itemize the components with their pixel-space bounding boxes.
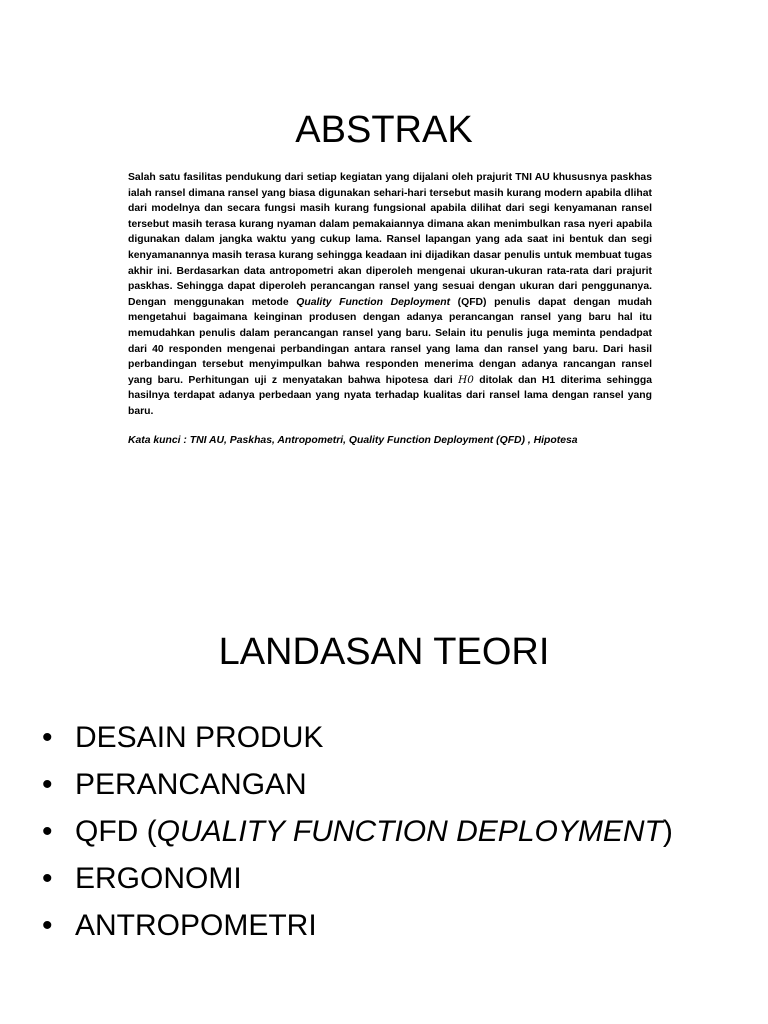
abstract-text-part-1: Salah satu fasilitas pendukung dari setiap kegiatan yang dijalani oleh prajurit TNI AU khususnya paskhas ialah ransel dimana ransel yang biasa digunakan sehari-hari tersebut masih kurang modern apabila dlihat dari modelnya dan secara fungsi masih kurang fungsional apabila dilihat dari segi kenyamanan ransel tersebut masih terasa kurang nyaman dalam pemakaiannya dimana akan menimbulkan rasa nyeri apabila digunakan dalam jangka waktu yang cukup lama. Ransel lapangan yang ada saat ini bentuk dan segi kenyamanannya masih terasa kurang sehingga keadaan ini dijadikan dasar penulis untuk membuat tugas akhir ini. Berdasarkan data antropometri akan diperoleh mengenai ukuran-ukuran rata-rata dari prajurit paskhas. Sehingga dapat diperoleh perancangan ransel yang sesuai dengan ukuran dari penggunanya. Dengan menggunakan metode [128, 172, 652, 308]
list-item-text-prefix: QFD ( [75, 815, 157, 848]
list-item-text-italic: QUALITY FUNCTION DEPLOYMENT [156, 815, 663, 848]
list-item-text: PERANCANGAN [75, 768, 307, 801]
abstract-title: ABSTRAK [295, 109, 473, 151]
topic-list [40, 714, 740, 949]
bullet-icon: • [42, 768, 53, 801]
list-item [40, 761, 740, 808]
abstract-text-part-3: ditolak dan H1 diterima sehingga hasilnya terdapat adanya perbedaan yang nyata terhadap kualitas dari ransel lama dengan ransel yang baru. [128, 374, 652, 417]
theory-title: LANDASAN TEORI [218, 631, 550, 673]
list-item [40, 808, 740, 855]
h0-symbol: H0 [458, 373, 474, 386]
bullet-icon: • [42, 909, 53, 942]
list-item-text: ERGONOMI [75, 862, 242, 895]
list-item [40, 714, 740, 761]
list-item-text-suffix: ) [662, 815, 673, 848]
list-item [40, 855, 740, 902]
abstract-paragraph [128, 170, 652, 420]
keywords-line: Kata kunci : TNI AU, Paskhas, Antropometri, Quality Function Deployment (QFD) , Hipotesa [128, 435, 578, 446]
bullet-icon: • [42, 862, 53, 895]
list-item-text: DESAIN PRODUK [75, 721, 324, 754]
abstract-text-part-2: (QFD) penulis dapat dengan mudah mengetahui bagaimana keinginan produsen dengan adanya perancangan ransel yang baru hal itu memudahkan penulis dalam perancangan ransel yang baru. Selain itu penulis juga meminta pendadpat dari 40 responden mengenai perbandingan antara ransel yang lama dan ransel yang baru. Dari hasil perbandingan tersebut menyimpulkan bahwa responden menerima dengan adanya rancangan ransel yang baru. Perhitungan uji z menyatakan bahwa hipotesa dari [128, 296, 652, 386]
abstract-italic-term: Quality Function Deployment [296, 296, 451, 308]
bullet-icon: • [42, 721, 53, 754]
bullet-icon: • [42, 815, 53, 848]
list-item-text: ANTROPOMETRI [75, 909, 317, 942]
list-item [40, 902, 740, 949]
theory-slide [0, 512, 768, 1024]
